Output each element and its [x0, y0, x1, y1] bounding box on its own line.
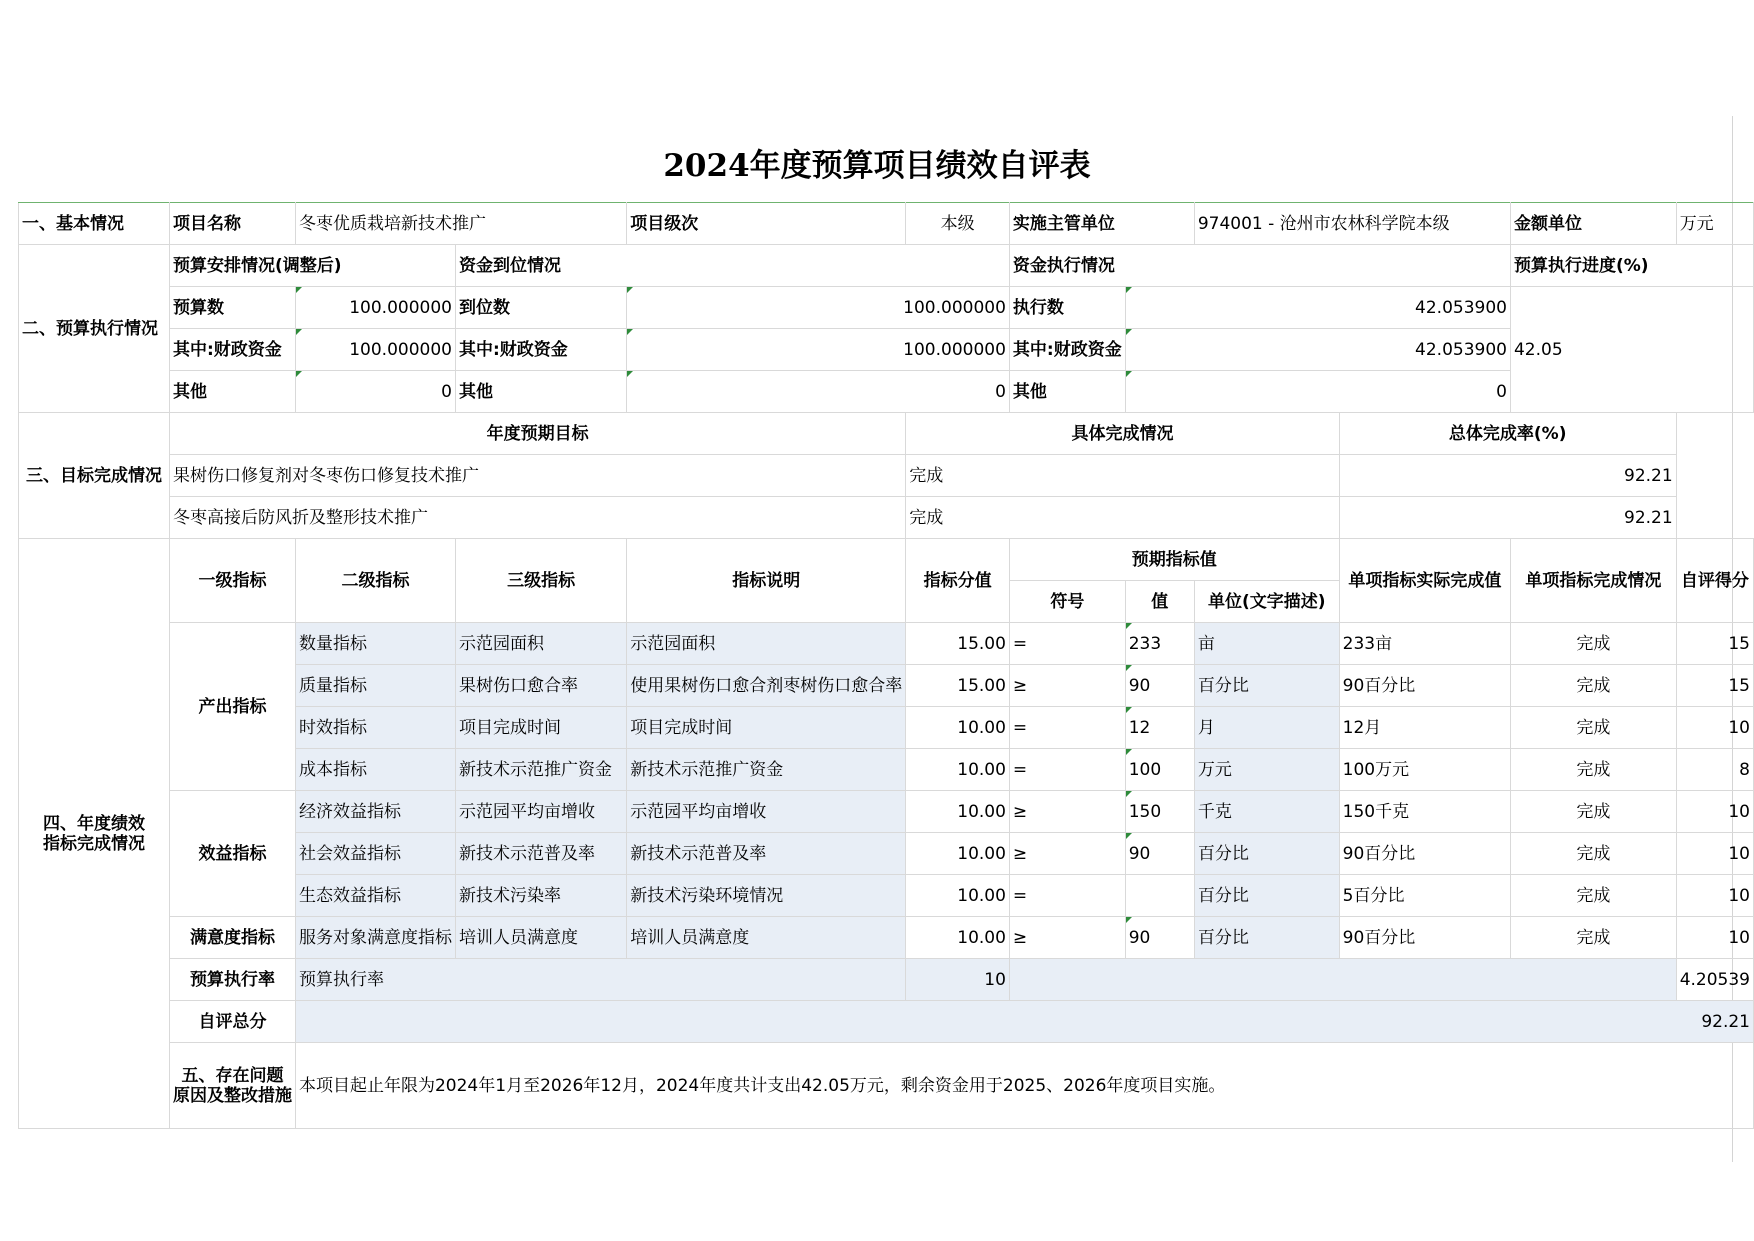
indicator-score[interactable]: 10.00 — [906, 917, 1010, 959]
indicator-l2[interactable]: 质量指标 — [295, 665, 455, 707]
h-status: 单项指标完成情况 — [1510, 539, 1676, 623]
h-level1: 一级指标 — [169, 539, 295, 623]
indicator-value[interactable]: 90 — [1125, 665, 1194, 707]
goal-status[interactable]: 完成 — [906, 455, 1339, 497]
indicator-status[interactable]: 完成 — [1510, 623, 1676, 665]
indicator-actual[interactable]: 150千克 — [1339, 791, 1510, 833]
indicator-self-score[interactable]: 8 — [1676, 749, 1753, 791]
indicator-desc[interactable]: 新技术示范普及率 — [627, 833, 906, 875]
problems-row — [19, 1043, 1754, 1129]
section-problems — [169, 1043, 295, 1129]
budget-other-label: 其他 — [169, 371, 295, 413]
goal-rate[interactable]: 92.21 — [1339, 455, 1676, 497]
section-budget: 二、预算执行情况 — [19, 245, 170, 413]
section-basic: 一、基本情况 — [19, 203, 170, 245]
indicator-unit[interactable]: 千克 — [1194, 791, 1339, 833]
indicator-unit[interactable]: 亩 — [1194, 623, 1339, 665]
budget-exec-rate-row — [19, 959, 1754, 1001]
goal-rate[interactable]: 92.21 — [1339, 497, 1676, 539]
arrive-fiscal-value[interactable]: 100.000000 — [627, 329, 1010, 371]
indicator-l2[interactable]: 服务对象满意度指标 — [295, 917, 455, 959]
indicator-l3[interactable]: 培训人员满意度 — [455, 917, 626, 959]
indicator-l3[interactable]: 新技术示范普及率 — [455, 833, 626, 875]
indicator-symbol[interactable]: ≥ — [1009, 833, 1125, 875]
exec-rate-label: 预算执行率 — [169, 959, 295, 1001]
arrive-other-label: 其他 — [455, 371, 626, 413]
indicator-score[interactable]: 10.00 — [906, 875, 1010, 917]
exec-label: 执行数 — [1009, 287, 1125, 329]
h-level2: 二级指标 — [295, 539, 455, 623]
budget-label: 预算数 — [169, 287, 295, 329]
self-evaluation-table — [18, 202, 1754, 1129]
h-actual: 单项指标实际完成值 — [1339, 539, 1510, 623]
rate-header: 总体完成率(%) — [1339, 413, 1676, 455]
project-name-label: 项目名称 — [169, 203, 295, 245]
indicator-header-row — [19, 539, 1754, 581]
indicator-l2[interactable]: 成本指标 — [295, 749, 455, 791]
budget-fiscal-label: 其中:财政资金 — [169, 329, 295, 371]
budget-other-value[interactable]: 0 — [295, 371, 455, 413]
indicator-status[interactable]: 完成 — [1510, 833, 1676, 875]
indicator-score[interactable]: 15.00 — [906, 623, 1010, 665]
indicator-desc[interactable]: 示范园面积 — [627, 623, 906, 665]
goal-text[interactable]: 果树伤口修复剂对冬枣伤口修复技术推广 — [169, 455, 905, 497]
exec-value[interactable]: 42.053900 — [1125, 287, 1510, 329]
exec-other-value[interactable]: 0 — [1125, 371, 1510, 413]
indicator-status[interactable]: 完成 — [1510, 665, 1676, 707]
budget-header-row — [19, 245, 1754, 287]
indicator-l3[interactable]: 新技术污染率 — [455, 875, 626, 917]
dept-value[interactable]: 974001 - 沧州市农林科学院本级 — [1194, 203, 1510, 245]
goal-row — [19, 455, 1754, 497]
indicator-symbol[interactable]: ≥ — [1009, 917, 1125, 959]
indicator-score[interactable]: 15.00 — [906, 665, 1010, 707]
arrive-value[interactable]: 100.000000 — [627, 287, 1010, 329]
exec-rate-sub[interactable]: 预算执行率 — [295, 959, 905, 1001]
indicator-row — [19, 917, 1754, 959]
budget-row-fiscal — [19, 329, 1754, 371]
budget-value[interactable]: 100.000000 — [295, 287, 455, 329]
arrive-label: 到位数 — [455, 287, 626, 329]
indicator-self-score[interactable]: 10 — [1676, 875, 1753, 917]
indicator-symbol[interactable]: ≥ — [1009, 791, 1125, 833]
indicator-score[interactable]: 10.00 — [906, 791, 1010, 833]
detail-header: 具体完成情况 — [906, 413, 1339, 455]
unit-value[interactable]: 万元 — [1676, 203, 1753, 245]
basic-info-row — [19, 203, 1754, 245]
total-score-value[interactable]: 92.21 — [295, 1001, 1753, 1043]
h-desc: 指标说明 — [627, 539, 906, 623]
problems-text[interactable]: 本项目起止年限为2024年1月至2026年12月，2024年度共计支出42.05万元，剩余资金用于2025、2026年度项目实施。 — [295, 1043, 1753, 1129]
indicator-self-score[interactable]: 15 — [1676, 665, 1753, 707]
indicator-l3[interactable]: 示范园平均亩增收 — [455, 791, 626, 833]
project-level-label: 项目级次 — [627, 203, 906, 245]
cat-satisfaction: 满意度指标 — [169, 917, 295, 959]
indicator-value[interactable]: 12 — [1125, 707, 1194, 749]
indicator-l2[interactable]: 时效指标 — [295, 707, 455, 749]
section-goals: 三、目标完成情况 — [19, 413, 170, 539]
indicator-l2[interactable]: 经济效益指标 — [295, 791, 455, 833]
indicator-l3[interactable]: 新技术示范推广资金 — [455, 749, 626, 791]
indicator-actual[interactable]: 90百分比 — [1339, 833, 1510, 875]
project-name-value[interactable]: 冬枣优质栽培新技术推广 — [295, 203, 626, 245]
indicator-self-score[interactable]: 10 — [1676, 707, 1753, 749]
indicator-l3[interactable]: 果树伤口愈合率 — [455, 665, 626, 707]
indicator-desc[interactable]: 项目完成时间 — [627, 707, 906, 749]
indicator-desc[interactable]: 示范园平均亩增收 — [627, 791, 906, 833]
exec-fiscal-value[interactable]: 42.053900 — [1125, 329, 1510, 371]
project-level-value[interactable]: 本级 — [906, 203, 1010, 245]
indicator-unit[interactable]: 百分比 — [1194, 665, 1339, 707]
indicator-desc[interactable]: 新技术污染环境情况 — [627, 875, 906, 917]
goal-row — [19, 497, 1754, 539]
indicator-symbol[interactable]: ≥ — [1009, 665, 1125, 707]
indicator-self-score[interactable]: 10 — [1676, 791, 1753, 833]
h-value: 值 — [1125, 581, 1194, 623]
budget-fiscal-value[interactable]: 100.000000 — [295, 329, 455, 371]
unit-label: 金额单位 — [1510, 203, 1676, 245]
indicator-desc[interactable]: 新技术示范推广资金 — [627, 749, 906, 791]
section-indicators-line2: 指标完成情况 — [42, 833, 145, 854]
budget-row-other — [19, 371, 1754, 413]
indicator-row — [19, 623, 1754, 665]
indicator-row — [19, 791, 1754, 833]
indicator-symbol[interactable]: = — [1009, 749, 1125, 791]
indicator-self-score[interactable]: 15 — [1676, 623, 1753, 665]
indicator-value[interactable]: 150 — [1125, 791, 1194, 833]
exec-rate-score[interactable]: 10 — [906, 959, 1010, 1001]
indicator-status[interactable]: 完成 — [1510, 707, 1676, 749]
indicator-unit[interactable]: 月 — [1194, 707, 1339, 749]
indicator-score[interactable]: 10.00 — [906, 749, 1010, 791]
indicator-value[interactable]: 90 — [1125, 833, 1194, 875]
goal-status[interactable]: 完成 — [906, 497, 1339, 539]
indicator-unit[interactable]: 万元 — [1194, 749, 1339, 791]
indicator-unit[interactable]: 百分比 — [1194, 917, 1339, 959]
progress-value[interactable]: 42.05 — [1510, 287, 1753, 413]
indicator-actual[interactable]: 12月 — [1339, 707, 1510, 749]
indicator-unit[interactable]: 百分比 — [1194, 875, 1339, 917]
indicator-symbol[interactable]: = — [1009, 875, 1125, 917]
page-title: 2024年度预算项目绩效自评表 — [663, 148, 1091, 184]
cat-output: 产出指标 — [169, 623, 295, 791]
budget-arrive-header: 资金到位情况 — [455, 245, 1009, 287]
indicator-actual[interactable]: 5百分比 — [1339, 875, 1510, 917]
arrive-fiscal-label: 其中:财政资金 — [455, 329, 626, 371]
arrive-other-value[interactable]: 0 — [627, 371, 1010, 413]
indicator-desc[interactable]: 培训人员满意度 — [627, 917, 906, 959]
indicator-score[interactable]: 10.00 — [906, 707, 1010, 749]
indicator-l2[interactable]: 社会效益指标 — [295, 833, 455, 875]
total-score-row — [19, 1001, 1754, 1043]
indicator-status[interactable]: 完成 — [1510, 917, 1676, 959]
dept-label: 实施主管单位 — [1009, 203, 1194, 245]
indicator-self-score[interactable]: 10 — [1676, 917, 1753, 959]
cat-benefit: 效益指标 — [169, 791, 295, 917]
exec-fiscal-label: 其中:财政资金 — [1009, 329, 1125, 371]
indicator-symbol[interactable]: = — [1009, 707, 1125, 749]
goal-header: 年度预期目标 — [169, 413, 905, 455]
indicator-l3[interactable]: 项目完成时间 — [455, 707, 626, 749]
indicator-value[interactable] — [1125, 875, 1194, 917]
indicator-actual[interactable]: 90百分比 — [1339, 665, 1510, 707]
indicator-status[interactable]: 完成 — [1510, 749, 1676, 791]
budget-row-total — [19, 287, 1754, 329]
indicator-l3[interactable]: 示范园面积 — [455, 623, 626, 665]
h-self: 自评得分 — [1676, 539, 1753, 623]
budget-plan-header: 预算安排情况(调整后) — [169, 245, 455, 287]
section-indicators-line1: 四、年度绩效 — [42, 813, 145, 834]
h-score: 指标分值 — [906, 539, 1010, 623]
indicator-value[interactable]: 233 — [1125, 623, 1194, 665]
indicator-status[interactable]: 完成 — [1510, 875, 1676, 917]
indicator-desc[interactable]: 使用果树伤口愈合剂枣树伤口愈合率 — [627, 665, 906, 707]
section-problems-line1: 五、存在问题 — [181, 1065, 284, 1086]
indicator-actual[interactable]: 90百分比 — [1339, 917, 1510, 959]
indicator-symbol[interactable]: = — [1009, 623, 1125, 665]
section-indicators — [19, 539, 170, 1129]
indicator-score[interactable]: 10.00 — [906, 833, 1010, 875]
indicator-actual[interactable]: 233亩 — [1339, 623, 1510, 665]
goals-header-row — [19, 413, 1754, 455]
exec-other-label: 其他 — [1009, 371, 1125, 413]
h-expected: 预期指标值 — [1009, 539, 1339, 581]
indicator-l2[interactable]: 数量指标 — [295, 623, 455, 665]
indicator-l2[interactable]: 生态效益指标 — [295, 875, 455, 917]
indicator-actual[interactable]: 100万元 — [1339, 749, 1510, 791]
budget-progress-header: 预算执行进度(%) — [1510, 245, 1753, 287]
h-symbol: 符号 — [1009, 581, 1125, 623]
budget-exec-header: 资金执行情况 — [1009, 245, 1510, 287]
exec-rate-filler — [1009, 959, 1676, 1001]
exec-rate-self[interactable]: 4.20539 — [1676, 959, 1753, 1001]
indicator-value[interactable]: 100 — [1125, 749, 1194, 791]
indicator-self-score[interactable]: 10 — [1676, 833, 1753, 875]
h-unit: 单位(文字描述) — [1194, 581, 1339, 623]
indicator-unit[interactable]: 百分比 — [1194, 833, 1339, 875]
h-level3: 三级指标 — [455, 539, 626, 623]
total-score-label: 自评总分 — [169, 1001, 295, 1043]
indicator-value[interactable]: 90 — [1125, 917, 1194, 959]
goal-text[interactable]: 冬枣高接后防风折及整形技术推广 — [169, 497, 905, 539]
indicator-status[interactable]: 完成 — [1510, 791, 1676, 833]
section-problems-line2: 原因及整改措施 — [172, 1085, 292, 1106]
